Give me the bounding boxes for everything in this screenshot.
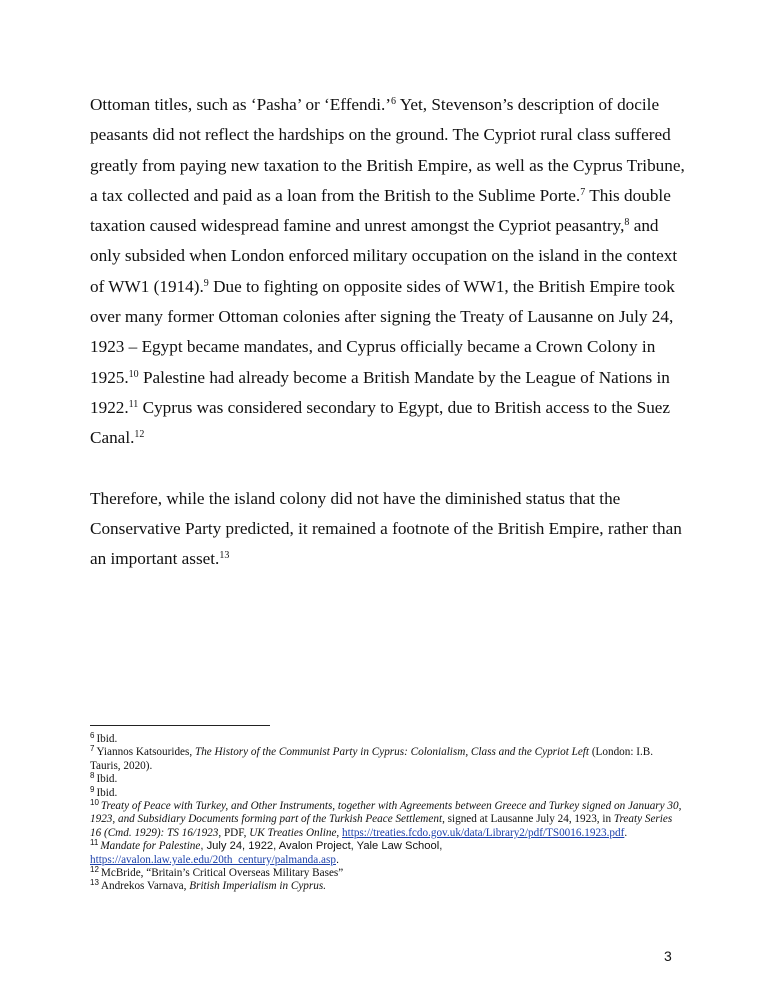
treaty-pdf-link[interactable]: https://treaties.fcdo.gov.uk/data/Library2/pdf/TS0016.1923.pdf xyxy=(342,826,625,839)
footnote-6: $^6$ Ibid. xyxy=(90,731,118,745)
paragraph-2: Therefore, while the island colony did not have the diminished status that the Conservative Party predicted, it remained a footnote of the British Empire, rather than an important asset.$^{13}$ xyxy=(90,488,682,569)
footnote-ref-10[interactable]: 10 xyxy=(128,368,139,380)
footnote-ref-9[interactable]: 9 xyxy=(203,277,209,289)
footnote-ref-6[interactable]: 6 xyxy=(391,96,397,107)
footnote-separator xyxy=(90,725,270,726)
footnote-12: $^{12}$ McBride, “Britain’s Critical Overseas Military Bases” xyxy=(90,865,344,880)
footnote-13: $^{13}$ Andrekos Varnava, British Imperialism in Cyprus. xyxy=(90,878,326,893)
footnote-ref-12[interactable]: 12 xyxy=(134,429,145,441)
body-text xyxy=(90,90,690,575)
footnote-11: $^{11}$ Mandate for Palestine, July 24, 1922, Avalon Project, Yale Law School, https://avalon.law.yale.edu/20th_century/palmanda.asp. xyxy=(90,838,443,866)
paragraph-1: Ottoman titles, such as ‘Pasha’ or ‘Effendi.’$^6$ Yet, Stevenson’s description of docile peasants did not reflect the hardships on the ground. The Cypriot rural class suffered greatly from paying new taxation to the British Empire, as well as the Cyprus Tribune, a tax collected and paid as a loan from the British to the Sublime Porte.$^7$ This double taxation caused widespread famine and unrest amongst the Cypriot peasantry,$^8$ and only subsided when London enforced military occupation on the island in the context of WW1 (1914).$^9$ Due to fighting on opposite sides of WW1, the British Empire took over many former Ottoman colonies after signing the Treaty of Lausanne on July 24, 1923 – Egypt became mandates, and Cyprus officially became a Crown Colony in 1925.10 Palestine had already become a British Mandate by the League of Nations in 1922.11 Cyprus was considered secondary to Egypt, due to British access to the Suez Canal.$^{12}$ xyxy=(90,95,685,448)
page-number: 3 xyxy=(664,948,672,964)
footnote-7: $^7$ Yiannos Katsourides, The History of the Communist Party in Cyprus: Colonialism, Class and the Cypriot Left (London: I.B. Tauris, 2020). xyxy=(90,744,654,772)
footnote-ref-13[interactable]: 13 xyxy=(219,550,230,562)
footnotes xyxy=(90,733,682,894)
footnote-ref-11[interactable]: 11 xyxy=(128,398,139,410)
footnote-ref-8[interactable]: 8 xyxy=(624,217,630,229)
footnote-ref-7[interactable]: 7 xyxy=(580,186,586,198)
footnote-10: $^{10}$ Treaty of Peace with Turkey, and Other Instruments, together with Agreements between Greece and Turkey signed on January 30, 1923, and Subsidiary Documents forming part of the Turkish Peace Settlement, signed at Lausanne July 24, 1923, in Treaty Series 16 (Cmd. 1929): TS 16/1923, PDF, UK Treaties Online, https://treaties.fcdo.gov.uk/data/Library2/pdf/TS0016.1923.pdf. xyxy=(90,798,682,839)
avalon-link[interactable]: https://avalon.law.yale.edu/20th_century/palmanda.asp xyxy=(90,853,336,866)
footnote-8: $^8$ Ibid. xyxy=(90,771,118,786)
footnote-9: $^9$ Ibid. xyxy=(90,784,118,799)
